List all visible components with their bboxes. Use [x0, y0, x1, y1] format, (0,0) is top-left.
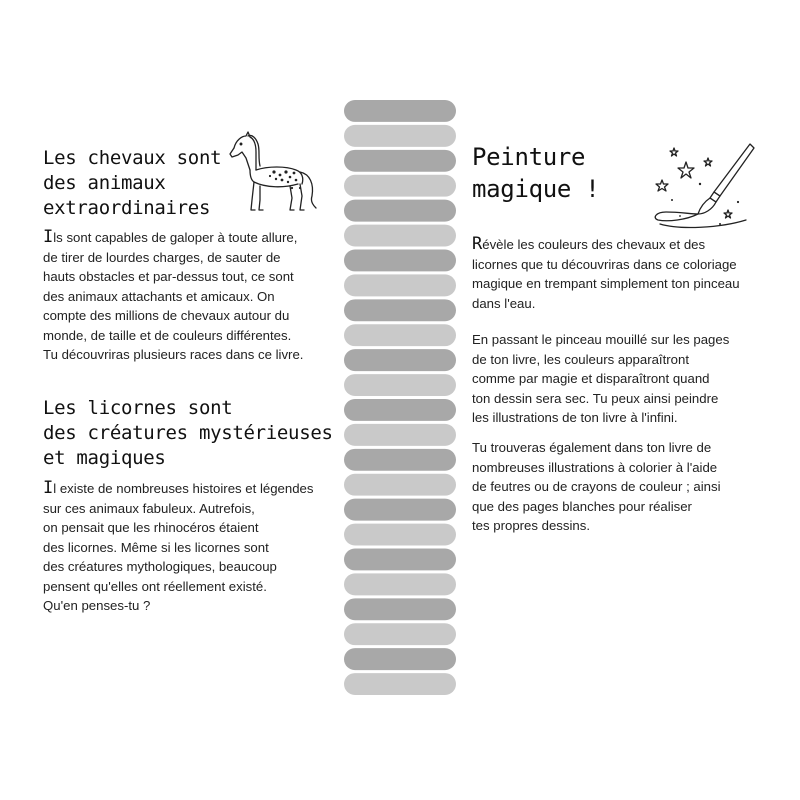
swatch-band: [344, 349, 456, 371]
text-line: hauts obstacles et par-dessus tout, ce sont: [43, 269, 294, 284]
heading-line: et magiques: [43, 447, 166, 469]
text-line: magique en trempant simplement ton pinceau: [472, 276, 740, 291]
swatch-band: [344, 200, 456, 222]
swatch-band: [344, 150, 456, 172]
reveal-paragraph: [472, 235, 740, 313]
swatch-band: [344, 424, 456, 446]
text-line: sur ces animaux fabuleux. Autrefois,: [43, 500, 255, 516]
heading-line: Les chevaux sont: [43, 147, 222, 169]
text-line: nombreuses illustrations à colorier à l'aide: [472, 459, 718, 475]
swatch-band: [344, 250, 456, 272]
text-line: Ils sont capables de galoper à toute allure,: [43, 227, 298, 247]
text-line: monde, de taille et de couleurs différentes.: [43, 327, 292, 343]
swatch-band: [344, 499, 456, 521]
drop-cap: R: [472, 234, 483, 254]
text-line: pensent qu'elles ont réellement existé.: [43, 578, 267, 594]
swatch-band: [344, 573, 456, 595]
heading-line: Les licornes sont: [43, 397, 233, 419]
color-swatch-strip: [344, 100, 456, 698]
swatch-band: [344, 100, 456, 122]
text-line: En passant le pinceau mouillé sur les pages: [472, 332, 730, 347]
swatch-band: [344, 299, 456, 321]
horse-illustration-icon: [224, 130, 324, 216]
text-line: les illustrations de ton livre à l'infini.: [472, 410, 678, 425]
heading-line: magique !: [472, 175, 600, 203]
swatch-band: [344, 648, 456, 670]
text-line: Il existe de nombreuses histoires et légendes: [43, 478, 314, 498]
swatch-band: [344, 673, 456, 695]
coloring-paragraph: [472, 438, 721, 536]
unicorns-heading: [43, 396, 333, 471]
horses-paragraph: [43, 228, 303, 365]
swatch-band: [344, 524, 456, 546]
swatch-band: [344, 324, 456, 346]
text-line: tes propres dessins.: [472, 518, 591, 533]
drop-cap: I: [43, 227, 54, 247]
swatch-band: [344, 449, 456, 471]
paintbrush-stars-icon: [650, 140, 762, 232]
swatch-band: [344, 374, 456, 396]
brush-paragraph: [472, 330, 729, 428]
horses-heading: [43, 146, 221, 221]
swatch-band: [344, 175, 456, 197]
text-line: dans l'eau.: [472, 295, 536, 311]
text-line: ton dessin sera sec. Tu peux ainsi peindre: [472, 390, 719, 406]
drop-cap: I: [43, 478, 54, 498]
text-line: on pensait que les rhinocéros étaient: [43, 520, 259, 535]
swatch-band: [344, 474, 456, 496]
text-line: compte des millions de chevaux autour du: [43, 308, 290, 323]
text-line: Qu'en penses-tu ?: [43, 598, 151, 613]
text-line: de tirer de lourdes charges, de sauter de: [43, 249, 281, 265]
text-line: des animaux attachants et amicaux. On: [43, 288, 275, 304]
magic-paint-heading: [472, 141, 599, 205]
heading-line: Peinture: [472, 143, 586, 171]
swatch-band: [344, 225, 456, 247]
swatch-band: [344, 125, 456, 147]
heading-line: extraordinaires: [43, 197, 211, 219]
swatch-band: [344, 598, 456, 620]
text-line: Tu trouveras également dans ton livre de: [472, 440, 712, 455]
swatch-band: [344, 623, 456, 645]
text-line: Révèle les couleurs des chevaux et des: [472, 234, 706, 254]
text-line: que des pages blanches pour réaliser: [472, 498, 692, 514]
swatch-band: [344, 274, 456, 296]
unicorns-paragraph: [43, 479, 313, 616]
text-line: des créatures mythologiques, beaucoup: [43, 559, 277, 574]
text-line: licornes que tu découvriras dans ce coloriage: [472, 256, 737, 272]
text-line: Tu découvriras plusieurs races dans ce livre.: [43, 347, 304, 362]
swatch-band: [344, 549, 456, 571]
text-line: comme par magie et disparaîtront quand: [472, 371, 710, 386]
text-line: des licornes. Même si les licornes sont: [43, 539, 269, 555]
heading-line: des créatures mystérieuses: [43, 422, 333, 444]
heading-line: des animaux: [43, 172, 166, 194]
text-line: de feutres ou de crayons de couleur ; ainsi: [472, 479, 721, 494]
swatch-band: [344, 399, 456, 421]
text-line: de ton livre, les couleurs apparaîtront: [472, 351, 689, 367]
